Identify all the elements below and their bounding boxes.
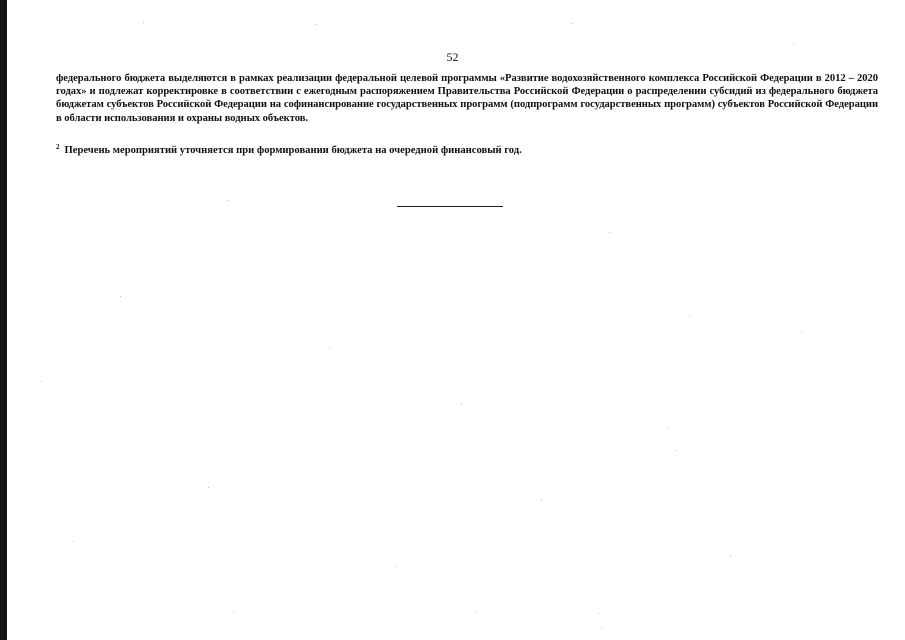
scan-speck [120, 296, 121, 297]
footnote [56, 141, 878, 157]
scan-speck [461, 404, 462, 405]
scan-speck [689, 316, 690, 317]
scan-edge-bar [0, 0, 7, 640]
scan-speck [601, 627, 602, 628]
scan-speck [801, 331, 802, 332]
scan-speck [541, 500, 542, 501]
scan-speck [41, 381, 42, 382]
scan-speck [73, 541, 74, 542]
scan-speck [571, 23, 572, 24]
scan-speck [228, 200, 229, 201]
scan-speck [396, 566, 397, 567]
footnote-text: Перечень мероприятий уточняется при формировании бюджета на очередной финансовый год. [64, 145, 522, 156]
scan-speck [793, 44, 794, 45]
scan-speck [143, 22, 144, 23]
page-number: 52 [446, 50, 459, 64]
scan-speck [730, 556, 731, 557]
scan-speck [316, 24, 317, 25]
scan-speck [676, 450, 677, 451]
scan-speck [208, 487, 209, 488]
scan-speck [329, 348, 330, 349]
end-divider-line [397, 206, 503, 207]
body-paragraph: федерального бюджета выделяются в рамках реализации федеральной целевой программы «Развитие водохозяйственного комплекса Российской Федерации в 2012 – 2020 годах» и подлежат корректировке в соответствии с ежегодным распоряжением Правительства Российской Федерации о распределении субсидий из федерального бюджета бюджетам субъектов Российской Федерации на софинансирование государственных программ (подпрограмм государственных программ) субъектов Российской Федерации в области использования и охраны водных объектов. [56, 73, 878, 124]
scan-speck [476, 612, 477, 613]
scan-speck [609, 232, 610, 233]
scan-speck [598, 613, 599, 614]
scan-speck [668, 428, 669, 429]
footnote-marker: 2 [56, 143, 60, 151]
scan-speck [233, 611, 234, 612]
